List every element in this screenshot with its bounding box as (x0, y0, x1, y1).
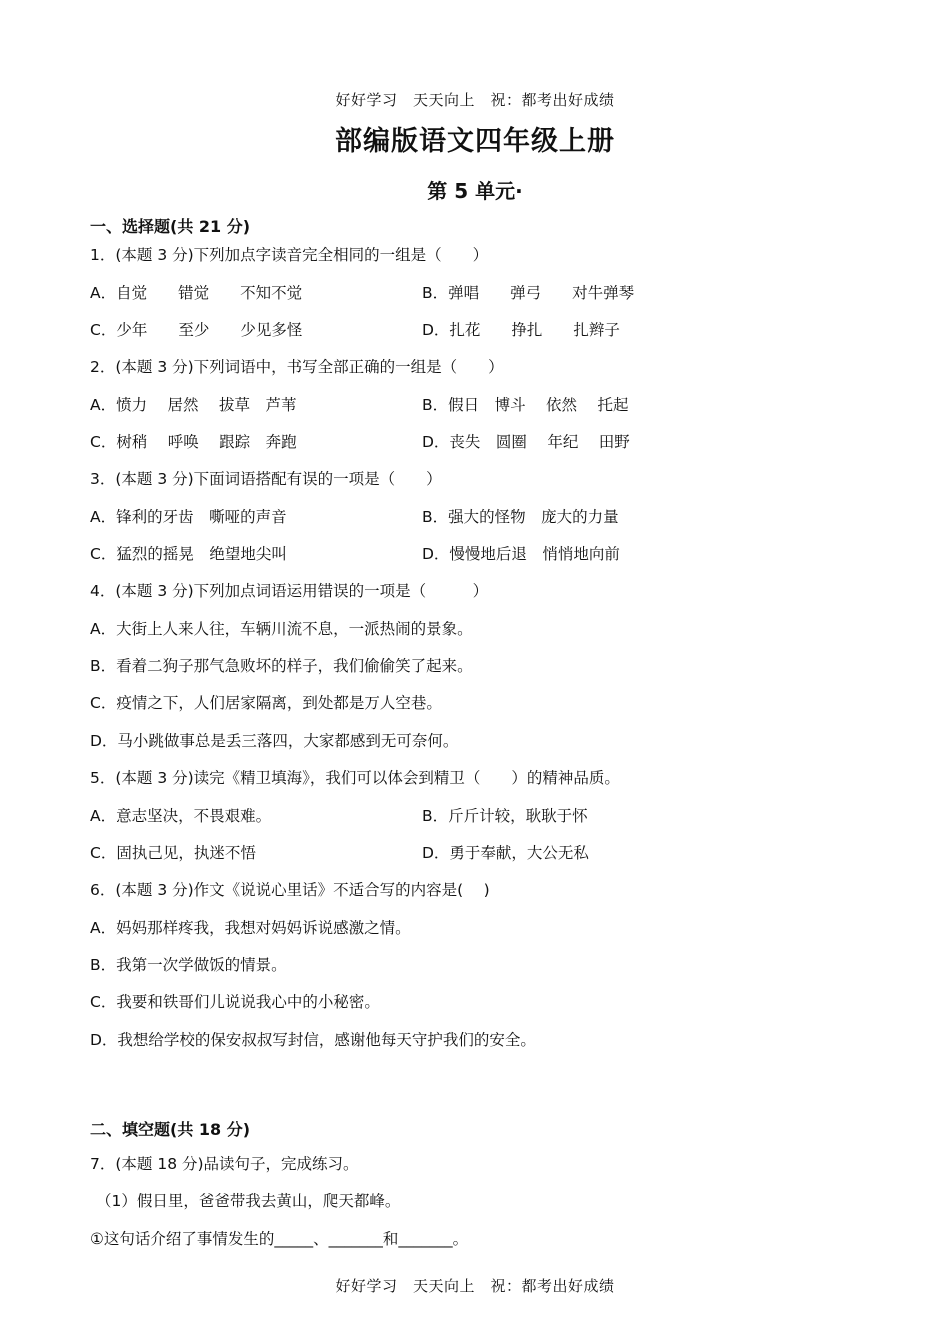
question-2-option-d: D．丧失 圆圈 年纪 田野 (422, 433, 630, 451)
question-7-sub-1: （1）假日里，爸爸带我去黄山，爬天都峰。 (96, 1192, 401, 1210)
question-1-option-a: A．自觉 错觉 不知不觉 (90, 284, 303, 302)
question-6-option-c: C．我要和铁哥们儿说说我心中的小秘密。 (90, 993, 380, 1011)
document-title: 部编版语文四年级上册 (335, 126, 615, 157)
question-5-option-b: B．斤斤计较，耿耿于怀 (422, 807, 588, 825)
question-4-stem: 4．(本题 3 分)下列加点词语运用错误的一项是（ ） (90, 582, 489, 600)
question-5-option-c: C．固执己见，执迷不悟 (90, 844, 256, 862)
question-1-option-c: C．少年 至少 少见多怪 (90, 321, 303, 339)
question-2-option-a: A．愤力 居然 拔草 芦苇 (90, 396, 297, 414)
section-2-heading: 二、填空题(共 18 分) (90, 1120, 251, 1139)
question-4-option-d: D．马小跳做事总是丢三落四，大家都感到无可奈何。 (90, 732, 459, 750)
question-7-sub-1-item-1: ①这句话介绍了事情发生的_____、_______和_______。 (90, 1230, 469, 1248)
question-1-stem: 1．(本题 3 分)下列加点字读音完全相同的一组是（ ） (90, 246, 489, 264)
question-1-option-b: B．弹唱 弹弓 对牛弹琴 (422, 284, 635, 302)
question-1-option-d: D．扎花 挣扎 扎辫子 (422, 321, 620, 339)
question-3-option-a: A．锋利的牙齿 嘶哑的声音 (90, 508, 287, 526)
question-2-stem: 2．(本题 3 分)下列词语中，书写全部正确的一组是（ ） (90, 358, 504, 376)
question-5-option-d: D．勇于奉献，大公无私 (422, 844, 589, 862)
question-6-option-b: B．我第一次学做饭的情景。 (90, 956, 287, 974)
question-6-option-d: D．我想给学校的保安叔叔写封信，感谢他每天守护我们的安全。 (90, 1031, 536, 1049)
question-6-stem: 6．(本题 3 分)作文《说说心里话》不适合写的内容是( ) (90, 881, 490, 899)
unit-heading: 第 5 单元· (427, 179, 523, 203)
question-4-option-a: A．大街上人来人往，车辆川流不息，一派热闹的景象。 (90, 620, 473, 638)
page-footer: 好好学习 天天向上 祝：都考出好成绩 (335, 1277, 615, 1295)
question-3-option-b: B．强大的怪物 庞大的力量 (422, 508, 619, 526)
page-header: 好好学习 天天向上 祝：都考出好成绩 (335, 91, 615, 109)
question-3-option-d: D．慢慢地后退 悄悄地向前 (422, 545, 620, 563)
question-7-stem: 7．(本题 18 分)品读句子，完成练习。 (90, 1155, 359, 1173)
section-1-heading: 一、选择题(共 21 分) (90, 217, 251, 236)
question-4-option-b: B．看着二狗子那气急败坏的样子，我们偷偷笑了起来。 (90, 657, 473, 675)
question-2-option-c: C．树稍 呼唤 跟踪 奔跑 (90, 433, 297, 451)
question-4-option-c: C．疫情之下，人们居家隔离，到处都是万人空巷。 (90, 694, 442, 712)
question-2-option-b: B．假日 博斗 依然 托起 (422, 396, 629, 414)
question-3-option-c: C．猛烈的摇晃 绝望地尖叫 (90, 545, 287, 563)
question-5-stem: 5．(本题 3 分)读完《精卫填海》，我们可以体会到精卫（ ）的精神品质。 (90, 769, 620, 787)
question-3-stem: 3．(本题 3 分)下面词语搭配有误的一项是（ ） (90, 470, 442, 488)
question-6-option-a: A．妈妈那样疼我，我想对妈妈诉说感激之情。 (90, 919, 411, 937)
question-5-option-a: A．意志坚决，不畏艰难。 (90, 807, 272, 825)
